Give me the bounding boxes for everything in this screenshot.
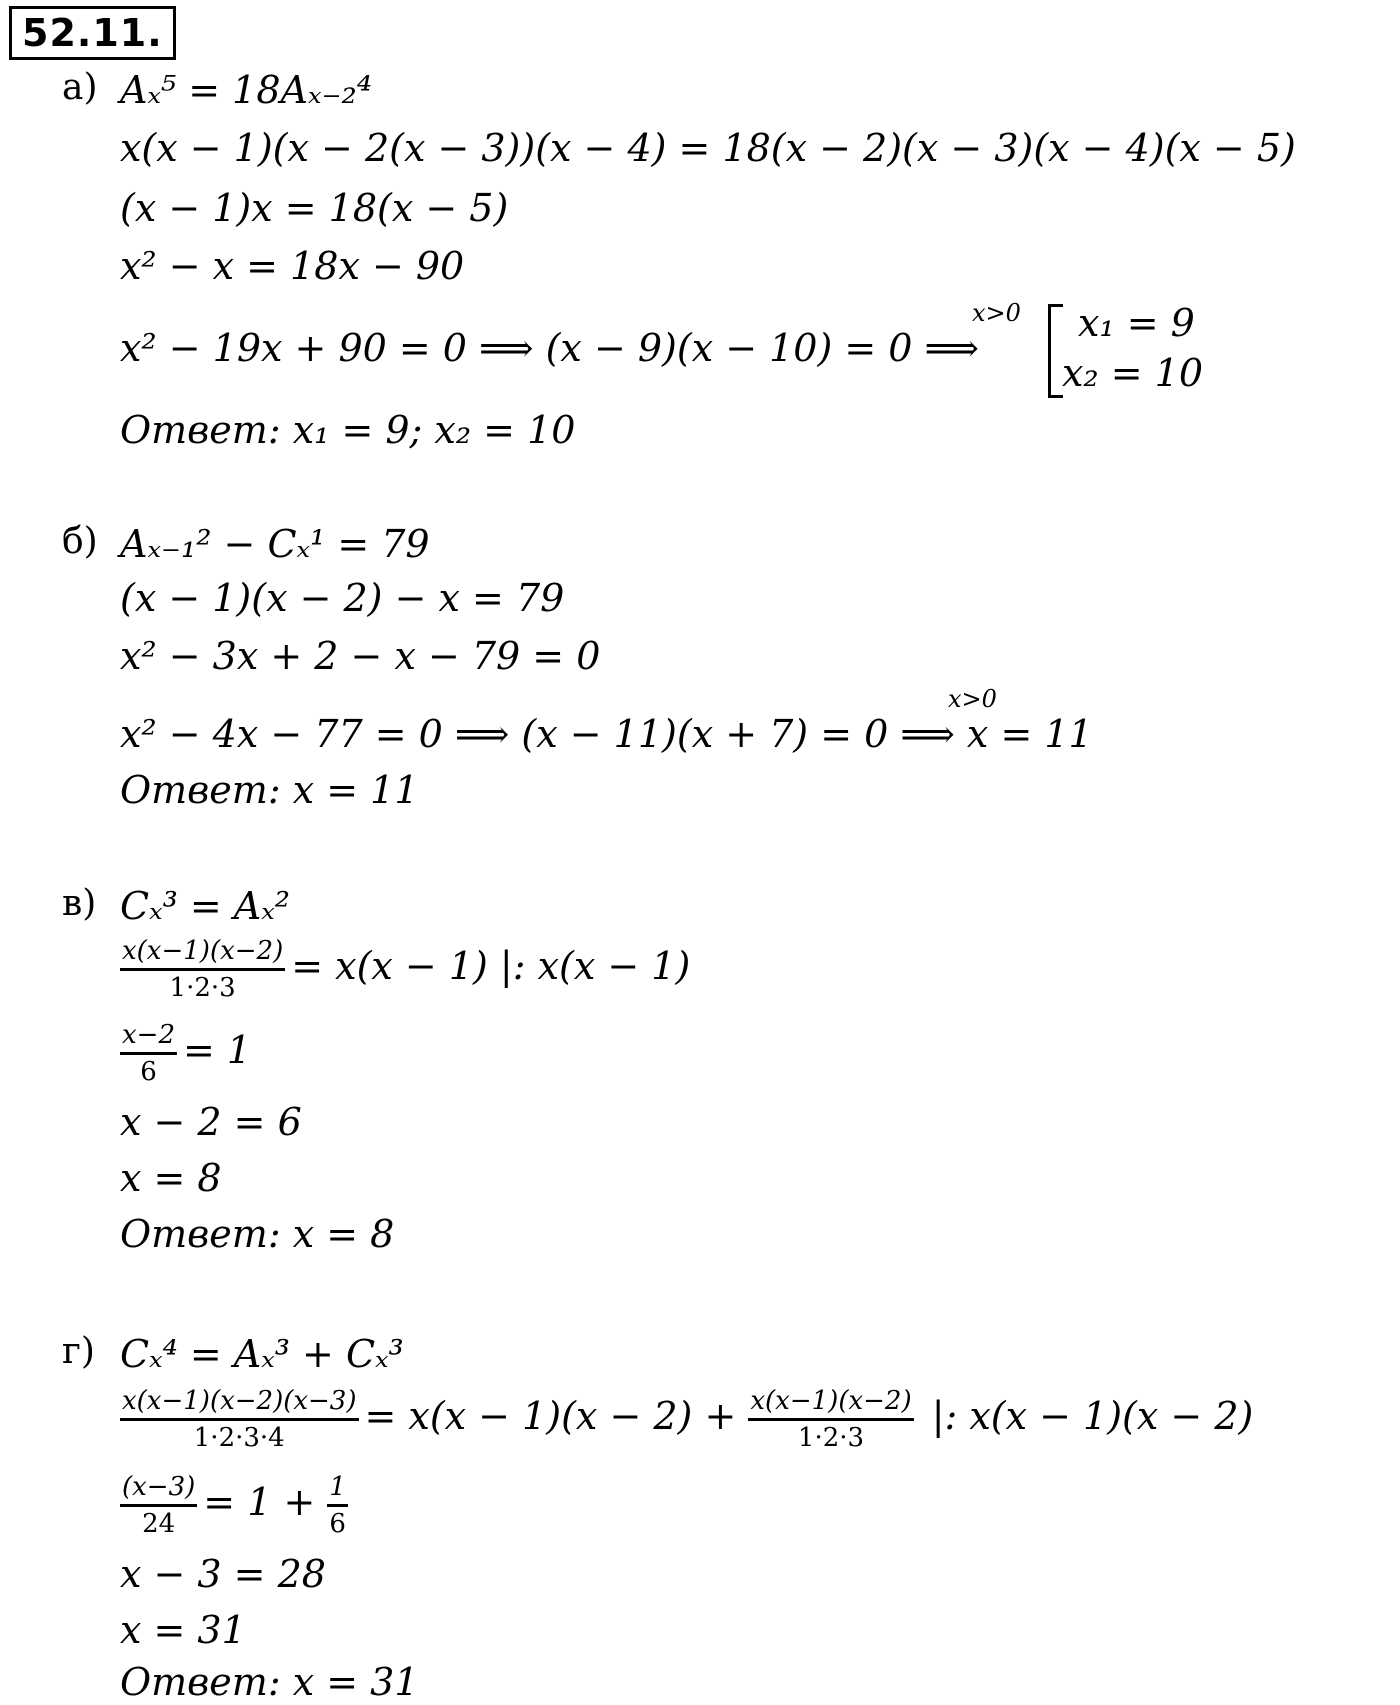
- part-v-label: в): [62, 883, 97, 924]
- answer-word: Ответ: [120, 768, 268, 812]
- part-v-line-2: $\frac{x(x-1)(x-2)}{1\cdot 2\cdot 3}$ = x(x − 1) |: x(x − 1): [122, 936, 691, 1003]
- part-v-line-4: x − 2 = 6: [120, 1100, 302, 1144]
- part-g-line-2: $\frac{x(x-1)(x-2)(x-3)}{1\cdot 2\cdot 3\cdot 4}$ = x(x − 1)(x − 2) + $\frac{x(x-1)(x-2)}{1\cdot 2\cdot 3}$ |: x(x − 1)(x − 2): [122, 1386, 1254, 1453]
- fraction: $\frac{1}{6}$: [329, 1472, 346, 1539]
- answer-word: Ответ: [120, 1660, 268, 1704]
- part-g-label: г): [62, 1331, 95, 1372]
- part-g-line-1: Cₓ⁴ = Aₓ³ + Cₓ³: [120, 1332, 404, 1376]
- part-v-answer: [120, 1212, 394, 1256]
- answer-value: : x = 11: [267, 768, 419, 812]
- part-a-line-5: x² − 19x + 90 = 0 ⟹ (x − 9)(x − 10) = 0 ⟹: [120, 326, 980, 370]
- part-v-line-3: $\frac{x-2}{6}$ = 1: [122, 1020, 252, 1087]
- system-bracket: [1048, 304, 1063, 398]
- answer-value: : x = 31: [267, 1660, 419, 1704]
- fraction: $\frac{x(x-1)(x-2)}{1\cdot 2\cdot 3}$: [122, 936, 284, 1003]
- part-v-line-1: Cₓ³ = Aₓ²: [120, 884, 290, 928]
- part-b-line-1: Aₓ₋₁² − Cₓ¹ = 79: [120, 522, 430, 566]
- part-b-line-4: x² − 4x − 77 = 0 ⟹ (x − 11)(x + 7) = 0 ⟹ x = 11: [120, 712, 1093, 756]
- part-a-system: [1048, 298, 1238, 398]
- part-g-answer: [120, 1660, 419, 1704]
- part-b-line-2: (x − 1)(x − 2) − x = 79: [120, 576, 565, 620]
- part-a-line-3: (x − 1)x = 18(x − 5): [120, 186, 509, 230]
- part-b-answer: [120, 768, 419, 812]
- answer-word: Ответ: [120, 1212, 268, 1256]
- answer-value: : x = 8: [267, 1212, 395, 1256]
- part-g-line-3: $\frac{(x-3)}{24}$ = 1 + $\frac{1}{6}$: [122, 1472, 346, 1539]
- part-v-line-5: x = 8: [120, 1156, 222, 1200]
- answer-value: : x₁ = 9; x₂ = 10: [267, 408, 576, 452]
- part-a-condition: x>0: [972, 299, 1021, 327]
- part-b-label: б): [62, 521, 98, 562]
- fraction: $\frac{x(x-1)(x-2)(x-3)}{1\cdot 2\cdot 3\cdot 4}$: [122, 1386, 357, 1453]
- part-a-line-4: x² − x = 18x − 90: [120, 244, 465, 288]
- fraction: $\frac{(x-3)}{24}$: [122, 1472, 196, 1539]
- part-a-line-2: x(x − 1)(x − 2(x − 3))(x − 4) = 18(x − 2)(x − 3)(x − 4)(x − 5): [120, 126, 1296, 170]
- fraction: $\frac{x-2}{6}$: [122, 1020, 175, 1087]
- part-a-line-1: Aₓ⁵ = 18Aₓ₋₂⁴: [120, 68, 372, 112]
- answer-word: Ответ: [120, 408, 268, 452]
- part-a-answer: [120, 408, 575, 452]
- part-b-condition: x>0: [948, 685, 997, 713]
- part-a-system-row-2: x₂ = 10: [1062, 351, 1204, 395]
- part-b-line-3: x² − 3x + 2 − x − 79 = 0: [120, 634, 601, 678]
- part-a-label: а): [62, 67, 98, 108]
- part-a-system-row-1: x₁ = 9: [1078, 301, 1195, 345]
- problem-number: 52.11.: [9, 6, 176, 60]
- part-g-line-5: x = 31: [120, 1608, 246, 1652]
- part-g-line-4: x − 3 = 28: [120, 1552, 326, 1596]
- fraction: $\frac{x(x-1)(x-2)}{1\cdot 2\cdot 3}$: [750, 1386, 912, 1453]
